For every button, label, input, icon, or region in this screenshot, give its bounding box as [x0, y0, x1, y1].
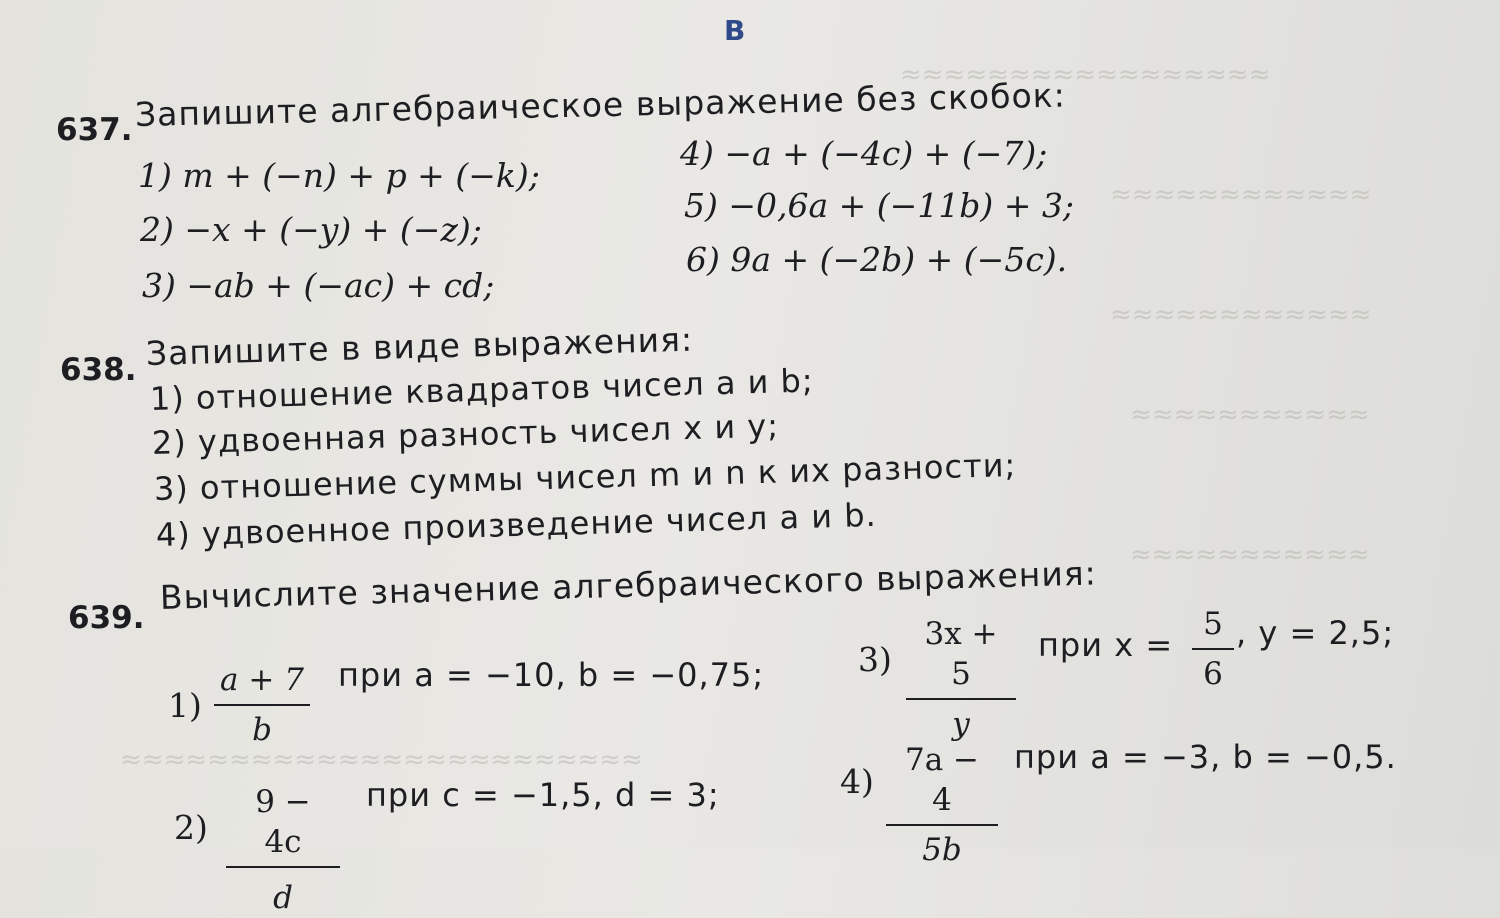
problem-637-item-1: 1) m + (−n) + p + (−k);	[138, 156, 540, 195]
problem-637-item-6: 6) 9a + (−2b) + (−5c).	[686, 240, 1068, 279]
bleed-through-texture: ≈≈≈≈≈≈≈≈≈≈≈≈	[1110, 180, 1372, 210]
problem-639-item-3-fraction	[906, 614, 1016, 744]
fraction-numerator: 7a − 4	[886, 740, 998, 826]
fraction-denominator: y	[952, 706, 970, 742]
problem-637-item-4: 4) −a + (−4c) + (−7);	[680, 134, 1048, 173]
problem-638-item-3: 3) отношение суммы чисел m и n к их разности;	[153, 445, 1017, 508]
problem-637-title: Запишите алгебраическое выражение без скобок:	[134, 75, 1067, 134]
problem-639-item-1-fraction	[214, 660, 310, 750]
problem-637-item-3: 3) −ab + (−ac) + cd;	[142, 266, 495, 305]
fraction-denominator: b	[252, 712, 272, 748]
fraction-denominator: d	[273, 880, 293, 916]
problem-638-item-2: 2) удвоенная разность чисел x и y;	[151, 406, 780, 462]
bleed-through-texture: ≈≈≈≈≈≈≈≈≈≈≈≈≈≈≈≈≈≈≈≈≈≈≈≈	[120, 745, 643, 775]
problem-639-item-3-condition-pre: при x =	[1038, 626, 1174, 664]
problem-639-item-3-x-fraction	[1192, 604, 1234, 694]
problem-638-title: Запишите в виде выражения:	[145, 319, 694, 373]
fraction-numerator: a + 7	[214, 660, 310, 706]
bleed-through-texture: ≈≈≈≈≈≈≈≈≈≈≈≈	[1110, 300, 1372, 330]
problem-638-item-4: 4) удвоенное произведение чисел a и b.	[155, 495, 878, 554]
problem-639-item-4-fraction	[886, 740, 998, 870]
problem-639-item-2-label: 2)	[174, 808, 208, 847]
problem-637-number: 637.	[56, 112, 133, 148]
problem-639-number: 639.	[68, 600, 145, 636]
problem-639-title: Вычислите значение алгебраического выражения:	[159, 553, 1098, 617]
fraction-denominator: 5b	[922, 832, 962, 868]
fraction-numerator: 3x + 5	[906, 614, 1016, 700]
problem-639-item-2-condition: при c = −1,5, d = 3;	[366, 776, 720, 814]
problem-639-item-4-condition: при a = −3, b = −0,5.	[1014, 738, 1397, 776]
problem-639-item-2-fraction	[226, 782, 340, 916]
fraction-numerator: 5	[1192, 604, 1234, 650]
bleed-through-texture: ≈≈≈≈≈≈≈≈≈≈≈	[1130, 400, 1370, 430]
problem-639-item-3-label: 3)	[858, 640, 892, 679]
problem-639-item-1-label: 1)	[168, 686, 202, 725]
fraction-numerator: 9 − 4c	[226, 782, 340, 868]
bleed-through-texture: ≈≈≈≈≈≈≈≈≈≈≈≈≈≈≈≈≈	[900, 60, 1271, 90]
problem-638-number: 638.	[60, 352, 137, 388]
bleed-through-texture: ≈≈≈≈≈≈≈≈≈≈≈	[1130, 540, 1370, 570]
problem-639-item-1-condition: при a = −10, b = −0,75;	[338, 656, 765, 694]
problem-639-item-4-label: 4)	[840, 762, 874, 801]
problem-638-item-1: 1) отношение квадратов чисел a и b;	[149, 361, 815, 418]
problem-637-item-2: 2) −x + (−y) + (−z);	[140, 210, 482, 249]
problem-639-item-3-condition-post: , y = 2,5;	[1236, 614, 1395, 652]
section-letter: В	[724, 14, 746, 47]
problem-637-item-5: 5) −0,6a + (−11b) + 3;	[684, 186, 1075, 225]
fraction-denominator: 6	[1203, 656, 1223, 692]
